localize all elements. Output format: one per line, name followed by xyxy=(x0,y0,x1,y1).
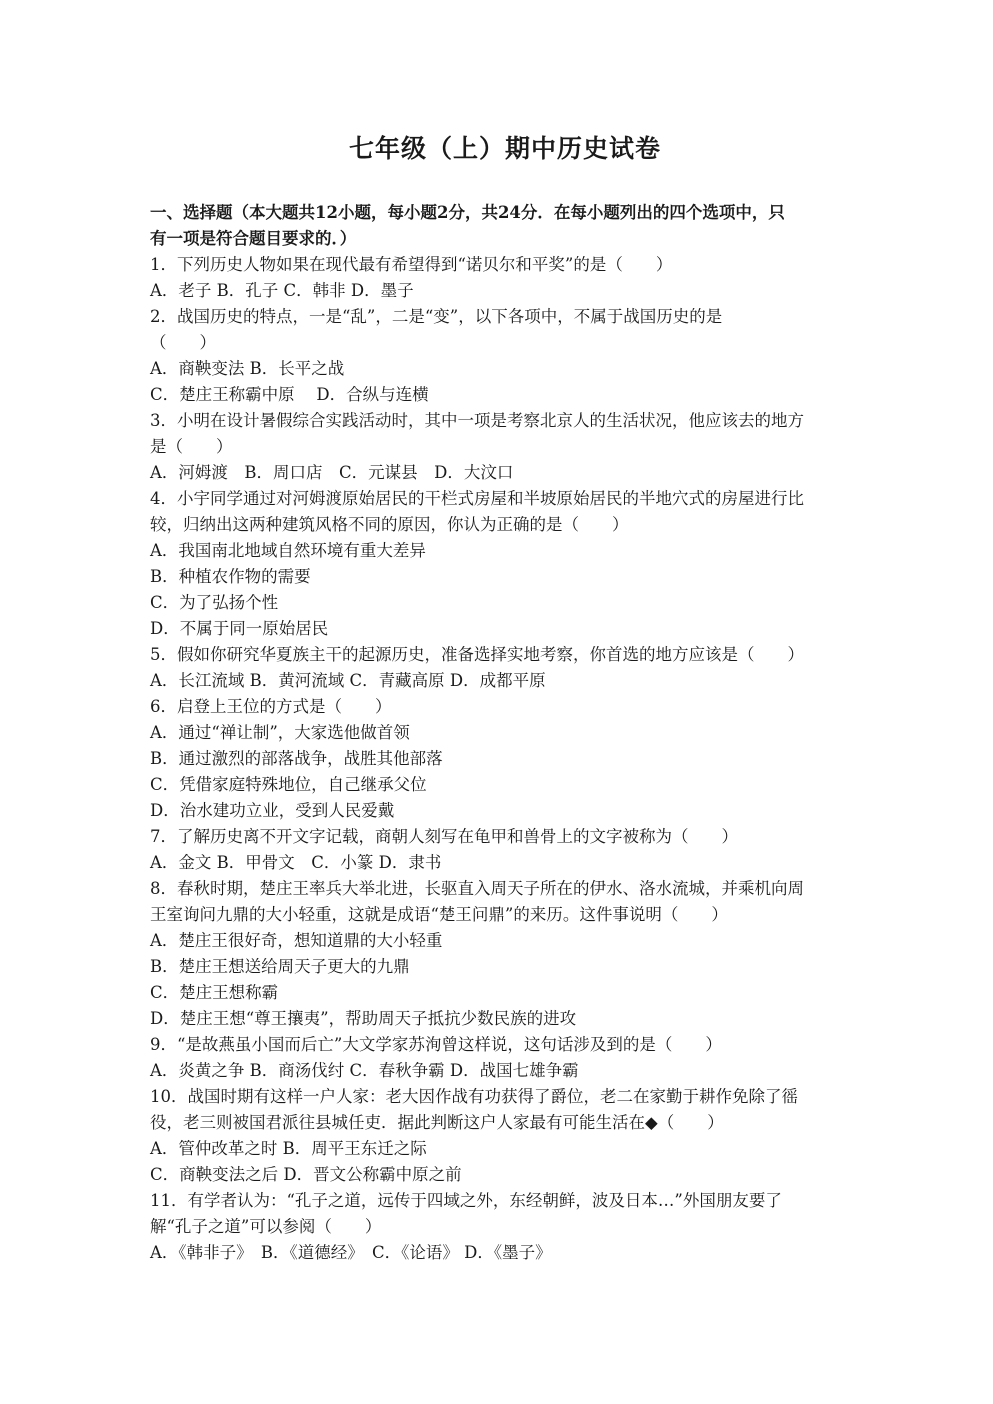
question-9 xyxy=(150,1032,855,1084)
question-11 xyxy=(150,1188,855,1266)
question-options: C．商鞅变法之后 D．晋文公称霸中原之前 xyxy=(150,1165,462,1184)
question-options: C．楚庄王称霸中原 D．合纵与连横 xyxy=(150,385,429,404)
question-list xyxy=(150,252,855,1266)
question-section xyxy=(150,200,855,1266)
question-options: B．通过激烈的部落战争，战胜其他部落 xyxy=(150,749,443,768)
question-2 xyxy=(150,304,855,408)
question-stem: 3．小明在设计暑假综合实践活动时，其中一项是考察北京人的生活状况，他应该去的地方 xyxy=(150,411,804,430)
question-options: C．为了弘扬个性 xyxy=(150,593,279,612)
question-options: A．《韩非子》 B．《道德经》 C．《论语》 D．《墨子》 xyxy=(150,1243,552,1262)
question-stem: 7．了解历史离不开文字记载，商朝人刻写在龟甲和兽骨上的文字被称为（ ） xyxy=(150,827,738,846)
question-5 xyxy=(150,642,855,694)
question-options: D．楚庄王想“尊王攘夷”，帮助周天子抵抗少数民族的进攻 xyxy=(150,1009,577,1028)
section-heading-line: 一、选择题（本大题共12小题，每小题2分，共24分．在每小题列出的四个选项中，只 xyxy=(150,203,785,222)
page-title: 七年级（上）期中历史试卷 xyxy=(348,134,661,163)
question-7 xyxy=(150,824,855,876)
question-stem: 11．有学者认为：“孔子之道，远传于四域之外，东经朝鲜，波及日本…”外国朋友要了 xyxy=(150,1191,782,1210)
question-options: D．不属于同一原始居民 xyxy=(150,619,329,638)
question-options: A．楚庄王很好奇，想知道鼎的大小轻重 xyxy=(150,931,443,950)
question-options: A．我国南北地域自然环境有重大差异 xyxy=(150,541,426,560)
question-stem: 9．“是故燕虽小国而后亡”大文学家苏洵曾这样说，这句话涉及到的是（ ） xyxy=(150,1035,722,1054)
question-stem: 王室询问九鼎的大小轻重，这就是成语“楚王问鼎”的来历。这件事说明（ ） xyxy=(150,905,728,924)
question-options: B．种植农作物的需要 xyxy=(150,567,311,586)
question-stem: 役，老三则被国君派往县城任吏．据此判断这户人家最有可能生活在◆（ ） xyxy=(150,1113,724,1132)
question-10 xyxy=(150,1084,855,1188)
question-stem: 2．战国历史的特点，一是“乱”，二是“变”，以下各项中，不属于战国历史的是 xyxy=(150,307,723,326)
question-options: A．商鞅变法 B．长平之战 xyxy=(150,359,345,378)
question-4 xyxy=(150,486,855,642)
question-1 xyxy=(150,252,855,304)
question-stem: 1．下列历史人物如果在现代最有希望得到“诺贝尔和平奖”的是（ ） xyxy=(150,255,673,274)
question-options: C．凭借家庭特殊地位，自己继承父位 xyxy=(150,775,427,794)
question-options: A．管仲改革之时 B．周平王东迁之际 xyxy=(150,1139,427,1158)
question-stem: （ ） xyxy=(150,333,216,352)
question-6 xyxy=(150,694,855,824)
question-options: A．通过“禅让制”，大家选他做首领 xyxy=(150,723,410,742)
question-options: A．长江流域 B．黄河流域 C．青藏高原 D．成都平原 xyxy=(150,671,546,690)
question-options: A．金文 B．甲骨文 C．小篆 D．隶书 xyxy=(150,853,442,872)
question-stem: 4．小宇同学通过对河姆渡原始居民的干栏式房屋和半坡原始居民的半地穴式的房屋进行比 xyxy=(150,489,804,508)
question-stem: 5．假如你研究华夏族主干的起源历史，准备选择实地考察，你首选的地方应该是（ ） xyxy=(150,645,804,664)
question-3 xyxy=(150,408,855,486)
section-heading-line: 有一项是符合题目要求的．） xyxy=(150,229,357,248)
question-options: B．楚庄王想送给周天子更大的九鼎 xyxy=(150,957,410,976)
question-8 xyxy=(150,876,855,1032)
question-stem: 8．春秋时期，楚庄王率兵大举北进，长驱直入周天子所在的伊水、洛水流城，并乘机向周 xyxy=(150,879,804,898)
question-stem: 6．启登上王位的方式是（ ） xyxy=(150,697,392,716)
question-stem: 是（ ） xyxy=(150,437,233,456)
question-stem: 较，归纳出这两种建筑风格不同的原因，你认为正确的是（ ） xyxy=(150,515,629,534)
question-stem: 解“孔子之道”可以参阅（ ） xyxy=(150,1217,382,1236)
question-options: A．老子 B．孔子 C．韩非 D．墨子 xyxy=(150,281,414,300)
question-options: A．河姆渡 B．周口店 C．元谋县 D．大汶口 xyxy=(150,463,514,482)
question-options: A．炎黄之争 B．商汤伐纣 C．春秋争霸 D．战国七雄争霸 xyxy=(150,1061,579,1080)
question-options: D．治水建功立业，受到人民爱戴 xyxy=(150,801,395,820)
question-options: C．楚庄王想称霸 xyxy=(150,983,279,1002)
question-stem: 10．战国时期有这样一户人家：老大因作战有功获得了爵位，老二在家勤于耕作免除了徭 xyxy=(150,1087,798,1106)
